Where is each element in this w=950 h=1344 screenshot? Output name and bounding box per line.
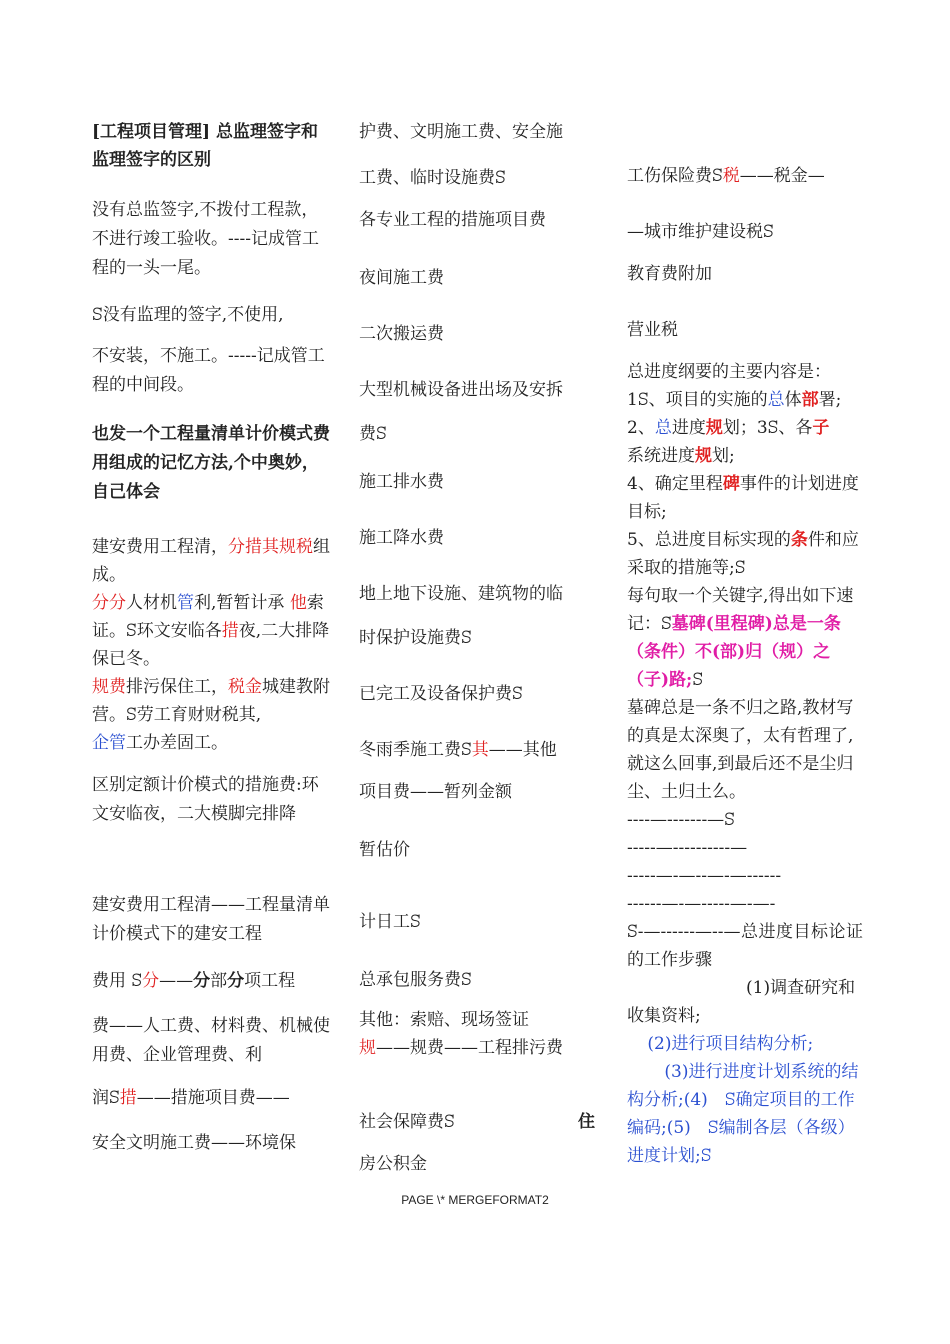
mn3-red: 他 [289,593,307,613]
para-labor: 费——人工费、材料费、机械使用费、企业管理费、利 [92,1016,330,1065]
mn5-blue: 企管 [92,733,126,753]
para-supervisor-b: 不安装，不施工。-----记成管工程的中间段。 [92,346,325,395]
c3-s1: (1)调查研究和收集资料; [627,978,856,1026]
c3-p7 [627,582,863,694]
c2-l13-red: 其 [471,740,489,760]
c3-l3: 教育费附加 [627,264,712,284]
c2-l13 [359,732,595,768]
p3c: 进度 [671,418,706,438]
c2-l16: 计日工ꕶ [359,912,421,932]
c3-d2: -----—----------— [627,838,748,858]
c3-p4 [627,442,863,470]
p5c: 事件的计划进度目标; [627,474,859,522]
mn2-blue: 管 [177,593,194,613]
fee-red: 分 [142,971,160,991]
profit-a: 润ꕶ [92,1088,120,1108]
c2-l19 [359,1034,595,1062]
para-chief-signature: 没有总监签字,不拨付工程款，不进行竣工验收。----记成管工程的一头一尾。 [92,200,319,278]
c2-l3: 各专业工程的措施项目费 [359,210,546,230]
mn1: 建安费用工程清， [92,537,228,557]
c3-d5: ꕶ-—------—--—总进度目标论证的工作步骤 [627,922,863,970]
c2-l8: 施工排水费 [359,472,444,492]
mn1-end: 组成。 [92,537,330,585]
mn3-c: 夜,二大排降保已冬。 [92,621,330,669]
para-measures: 区别定额计价模式的措施费:环文安临夜，二大模脚完排降 [92,775,319,824]
c3-d1: ----—-------—ꕶ [627,810,735,830]
para-fee-line [92,963,330,1000]
column-2 [359,112,595,1182]
p5b: 碑 [722,474,740,494]
mn3-red2: 措 [221,621,239,641]
c3-l4: 营业税 [627,320,678,340]
c2-l19-red: 规 [359,1038,376,1058]
c3-l1-a: 工伤保险费ꕶ [627,166,723,186]
p2d: 部 [801,390,819,410]
mn2-c: 利,暂暂计承 [194,593,285,613]
mn1-red: 分措其规税 [228,537,313,557]
c2-l6: 大型机械设备进出场及安拆 [359,380,563,400]
c2-l18: 其他：索赔、现场签证 [359,1010,529,1030]
c3-p5 [627,470,863,526]
c3-l2: —城市维护建设税ꕶ [627,222,774,242]
heading-memory-method: 也发一个工程量清单计价模式费用组成的记忆方法,个中奥妙，自己体会 [92,424,330,502]
schedule-outline [627,358,863,1170]
c3-p6 [627,526,863,582]
c2-l10: 地上地下设施、建筑物的临 [359,584,563,604]
mn4-a: 排污保住工， [126,677,228,697]
fee-d: 部 [210,971,228,991]
c2-l5: 二次搬运费 [359,324,444,344]
p2e: 署; [818,390,842,410]
c3-s2: (2)进行项目结构分析; [647,1034,814,1054]
para-supervisor-a: ꕶ没有监理的签字,不使用, [92,305,284,325]
page-footer: PAGE \* MERGEFORMAT2 [401,1193,549,1207]
mn4-c: 城建教附营。ꕶ劳工育财财税其, [92,677,330,725]
c2-l9: 施工降水费 [359,528,444,548]
c2-l4: 夜间施工费 [359,268,444,288]
p3e: 划；3ꕶ、各 [722,418,813,438]
c3-l1 [627,158,863,194]
fee-b: —— [159,971,194,991]
column-1 [92,112,330,1162]
p3b: 总 [654,418,672,438]
p3a: 2、 [627,418,655,438]
c2-l20-b: 住 [578,1112,595,1132]
profit-b: ——措施项目费—— [136,1088,290,1108]
p2b: 总 [767,390,785,410]
p6a: 5、总进度目标实现的 [627,530,791,550]
mnemonic-block [92,533,330,757]
p2a: 1ꕶ、项目的实施的 [627,390,768,410]
c2-l11: 时保护设施费ꕶ [359,628,472,648]
p3d: 规 [705,418,723,438]
p4a: 系统进度 [627,446,695,466]
c2-l17: 总承包服务费ꕶ [359,970,472,990]
c2-l7: 费ꕶ [359,424,387,444]
c3-p3 [627,414,863,442]
para-profit [92,1080,330,1117]
c3-d4: ------—-—-----—-—- [627,894,776,914]
p6c: 件和应采取的措施等;ꕶ [627,530,859,578]
p4b: 规 [695,446,712,466]
profit-red: 措 [119,1088,137,1108]
c2-l20-a: 社会保障费ꕶ [359,1112,455,1132]
mn5-c: 工办差固工。 [126,733,228,753]
mn2-a: 人材机 [126,593,177,613]
c2-l21: 房公积金 [359,1154,427,1174]
p6b: 条 [790,530,808,550]
p3f: 子 [812,418,830,438]
p7a: 每句取一个关键字,得出如下速记：ꕶ [627,586,854,634]
c2-l20 [359,1104,595,1140]
c2-l1: 护费、文明施工费、安全施 [359,122,563,142]
c3-p1: 总进度纲要的主要内容是： [627,362,831,382]
c3-d3: -----—-—--—-—------ [627,866,782,886]
c2-l19-b: ——规费——工程排污费 [376,1038,563,1058]
c2-l2: 工费、临时设施费ꕶ [359,168,506,188]
c3-p8: 墓碑总是一条不归之路,教材写的真是太深奥了，太有哲理了,就这么回事,到最后还不是尘归尘、土归土么。 [627,698,854,802]
p7c: ꕶ [692,670,704,690]
fee-c: 分 [193,971,211,991]
fee-a: 费用 ꕶ [92,971,143,991]
c3-s3: (3)进行进度计划系统的结构分析;(4) ꕶ确定项目的工作编码;(5) ꕶ编制各层（各级）进度计划;ꕶ [627,1062,859,1166]
mn4-red2: 税金 [228,677,262,697]
p7b-mnemonic: 墓碑(里程碑)总是一条（条件）不(部)归（规）之（子)路; [627,614,841,690]
p4c: 划; [712,446,735,466]
mn3-a: 索证。ꕶ环文安临各 [92,593,324,641]
c3-l1-b: ——税金— [739,166,825,186]
mn4-red: 规费 [92,677,126,697]
p5a: 4、确定里程 [627,474,723,494]
c2-l13-a: 冬雨季施工费ꕶ [359,740,472,760]
c2-l13-b: ——其他 [488,740,557,760]
c2-l12: 已完工及设备保护费ꕶ [359,684,523,704]
title: [工程项目管理] 总监理签字和监理签字的区别 [92,122,319,170]
para-safety: 安全文明施工费——环境保 [92,1133,296,1153]
c2-l14: 项目费——暂列金额 [359,782,512,802]
p2c: 体 [784,390,802,410]
column-3 [627,112,863,1170]
fee-f: 项工程 [244,971,296,991]
fee-e: 分 [227,971,245,991]
mn2-red: 分分 [92,593,126,613]
para-composition: 建安费用工程清——工程量清单计价模式下的建安工程 [92,895,330,944]
c3-p2 [627,386,863,414]
c2-l15: 暂估价 [359,840,410,860]
c3-l1-red: 税 [722,166,740,186]
